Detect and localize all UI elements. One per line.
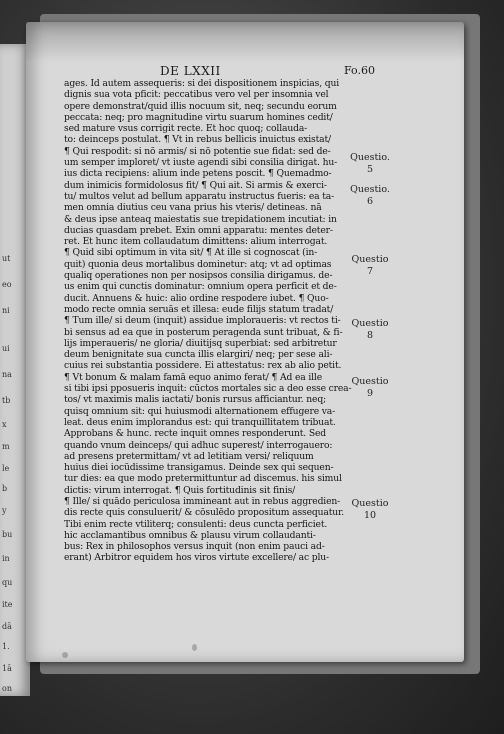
left-fragment: b	[2, 484, 8, 493]
text-line: quisq omnium sit: qui huiusmodi alternationem effugere va-	[64, 405, 336, 417]
running-header-title: DE LXXII	[160, 64, 221, 78]
margin-note-number: 7	[366, 266, 374, 277]
left-fragment: 1ā	[2, 664, 12, 673]
text-line: dictis: virum interrogat. ¶ Quis fortitudinis sit finis/	[64, 484, 296, 496]
left-fragment: on	[2, 684, 12, 693]
page-top-shadow	[26, 22, 464, 62]
text-line: ducit. Annuens & huic: alio ordine respodere iubet. ¶ Quo-	[64, 292, 329, 304]
folio-number: Fo.60	[344, 64, 375, 77]
left-fragment: ite	[2, 600, 13, 609]
text-line: quit) quonia deus mortalibus dominetur: atq; vt ad optimas	[64, 258, 332, 270]
margin-note-label: Questio.	[350, 184, 390, 195]
text-line: ¶ Qui respodit: si nō armis/ si nō potentie sue fidat: sed de-	[64, 145, 331, 157]
right-page	[26, 22, 464, 662]
left-fragment: m	[2, 442, 10, 451]
text-line: modo recte omnia seruās et illesa: eude filijs statum tradat/	[64, 303, 334, 315]
margin-note-questio-7	[346, 254, 394, 278]
text-line: ad presens pretermittam/ vt ad letitiam versi/ reliquum	[64, 450, 314, 462]
text-line: deum benignitate sua cuncta illis elargiri/ neq; per sese ali-	[64, 349, 333, 361]
text-line: leat. deus enim implorandus est: qui tranquillitatem tribuat.	[64, 416, 336, 428]
text-line: ius dicta recipiens: alium inde petens poscit. ¶ Quemadmo-	[64, 168, 332, 180]
left-fragment: x	[2, 420, 7, 429]
left-fragment: le	[2, 464, 10, 473]
body-text-block	[64, 78, 380, 564]
text-line: tos/ vt maximis malis iactati/ bonis rursus afficiantur. neq;	[64, 394, 327, 406]
text-line: Tibi enim recte vtiliterq; consulenti: deus cuncta perficiet.	[64, 518, 328, 530]
paper-stain	[62, 652, 68, 658]
margin-note-questio-8	[346, 318, 394, 342]
text-line: men omnia diutius ceu vana prius his vteris/ detineas. nā	[64, 202, 322, 214]
left-fragment: ut	[2, 254, 11, 263]
text-line: lijs imperaueris/ ne gloria/ diuitijsq superbiat: sed arbitretur	[64, 337, 337, 349]
text-line: opere demonstrat/quid illis nocuum sit, neq; secundu eorum	[64, 100, 337, 112]
margin-note-label: Questio	[351, 498, 389, 509]
margin-note-number: 10	[363, 510, 377, 521]
text-line: ¶ Ille/ si quādo periculosa immineant aut in rebus aggredien-	[64, 495, 341, 507]
text-line: ducias quasdam prebet. Exin omni apparatu: mentes deter-	[64, 224, 333, 236]
text-line: dignis sua vota pficit: peccatibus vero vel per insomnia vel	[64, 89, 329, 101]
margin-note-label: Questio	[351, 254, 389, 265]
text-line: erant) Arbitror equidem hos viros virtute excellere/ ac plu-	[64, 552, 330, 564]
margin-note-questio-10	[346, 498, 394, 522]
left-fragment: dā	[2, 622, 12, 631]
left-fragment: y	[2, 506, 7, 515]
text-line: huius diei iocūdissime transigamus. Deinde sex qui sequen-	[64, 462, 334, 474]
left-fragment: tb	[2, 396, 11, 405]
text-line: si tibi ipsi pposueris inquit: cūctos mortales sic a deo esse crea-	[64, 383, 352, 395]
left-fragment: qu	[2, 578, 13, 587]
text-line: cuius rei substantia possidere. Ei attestatus: rex ab alio petit.	[64, 360, 342, 372]
text-line: bi sensus ad ea que in posterum peragenda sunt tribuat, & fi-	[64, 326, 343, 338]
margin-note-label: Questio	[351, 376, 389, 387]
left-fragment: 1.	[2, 642, 10, 651]
text-line: to: deinceps postulat. ¶ Vt in rebus bellicis inuictus existat/	[64, 134, 331, 146]
text-line: sed mature vsus corrigit recte. Et hoc quoq; collauda-	[64, 123, 308, 135]
left-fragment: na	[2, 370, 12, 379]
text-line: Approbans & hunc. recte inquit omnes responderunt. Sed	[64, 428, 326, 440]
text-line: bus: Rex in philosophos versus inquit (non enim pauci ad-	[64, 541, 325, 553]
left-fragment: in	[2, 554, 10, 563]
paper-stain	[192, 644, 197, 651]
margin-note-questio-9	[346, 376, 394, 400]
text-line: ¶ Tum ille/ si deum (inquit) assidue imploraueris: vt rectos ti-	[64, 315, 341, 327]
left-fragment: bu	[2, 530, 13, 539]
left-fragment: eo	[2, 280, 12, 289]
margin-note-number: 6	[366, 196, 374, 207]
text-line: ¶ Vt bonum & malam famā equo animo ferat/ ¶ Ad ea ille	[64, 371, 323, 383]
margin-note-number: 5	[366, 164, 374, 175]
text-line: tu/ multos velut ad bellum apparatu instructus fueris: ea ta-	[64, 190, 335, 202]
text-line: us enim qui cunctis dominatur: omnium opera perficit et de-	[64, 281, 337, 293]
margin-note-number: 8	[366, 330, 374, 341]
margin-note-questio-6	[346, 184, 394, 208]
text-line: hic acclamantibus omnibus & plausu virum collaudanti-	[64, 529, 316, 541]
margin-note-questio-5	[346, 152, 394, 176]
left-fragment: ni	[2, 306, 10, 315]
margin-note-label: Questio	[351, 318, 389, 329]
text-line: qualiq operationes non per nosipsos consilia dirigamus. de-	[64, 270, 333, 282]
text-line: dum inimicis formidolosus fit/ ¶ Qui ait. Si armis & exerci-	[64, 179, 327, 191]
text-line: quando vnum deinceps/ qui adhuc superest/ interrogauero:	[64, 439, 333, 451]
left-fragment: ui	[2, 344, 10, 353]
text-line: um semper imploret/ vt iuste agendi sibi consilia dirigat. hu-	[64, 157, 338, 169]
text-line: ret. Et hunc item collaudatum dimittens: alium interrogat.	[64, 236, 328, 248]
text-line: tur dies: ea que modo pretermittuntur ad discemus. his simul	[64, 473, 342, 485]
text-line: & deus ipse anteaq maiestatis sue trepidationem incutiat: in	[64, 213, 337, 225]
margin-note-label: Questio.	[350, 152, 390, 163]
text-line: ¶ Quid sibi optimum in vita sit/ ¶ At ille si cognoscat (in-	[64, 247, 318, 259]
text-line: peccata: neq; pro magnitudine virtu suarum homines cedit/	[64, 111, 333, 123]
text-line: dis recte quis consuluerit/ & cōsulēdo propositum assequatur.	[64, 507, 345, 519]
margin-note-number: 9	[366, 388, 374, 399]
text-line: ages. Id autem assequeris: si dei dispositionem inspicias, qui	[64, 78, 340, 89]
